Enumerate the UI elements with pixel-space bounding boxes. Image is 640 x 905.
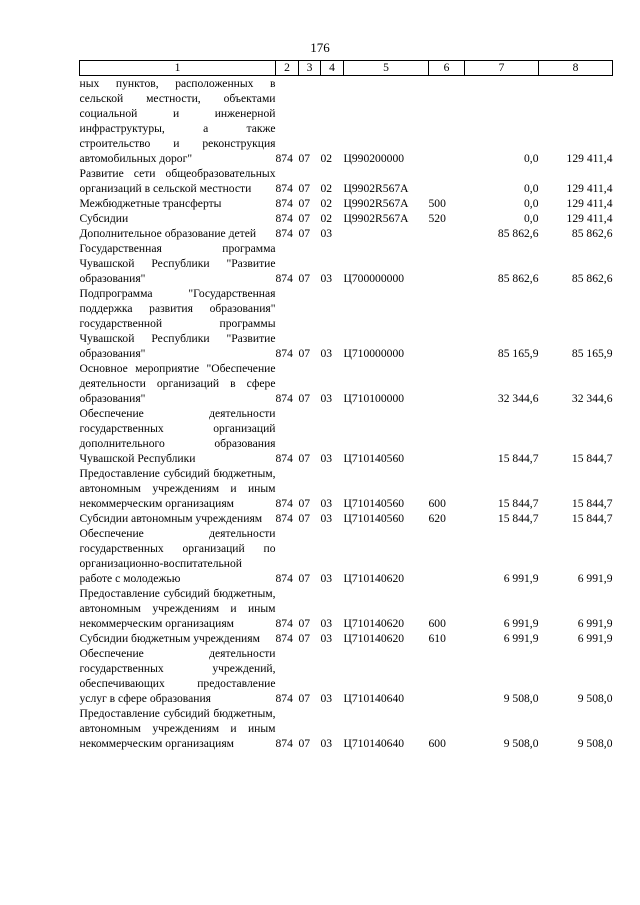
expense-type-code: 500 <box>428 197 446 210</box>
target-article-code: Ц710140560 <box>343 497 405 510</box>
subsection-code: 03 <box>320 692 333 705</box>
amount-col8: 15 844,7 <box>571 512 613 525</box>
amount-col8: 6 991,9 <box>577 617 613 630</box>
budget-table <box>79 60 613 751</box>
subsection-code: 03 <box>320 572 333 585</box>
admin-code: 874 <box>275 617 293 630</box>
amount-col7: 15 844,7 <box>497 512 539 525</box>
amount-col7: 85 165,9 <box>497 347 539 360</box>
subsection-code: 03 <box>320 737 333 750</box>
section-code: 07 <box>298 692 311 705</box>
section-code: 07 <box>298 182 311 195</box>
admin-code: 874 <box>275 197 293 210</box>
subsection-code: 03 <box>320 632 333 645</box>
amount-col8: 32 344,6 <box>571 392 613 405</box>
section-code: 07 <box>298 452 311 465</box>
amount-col7: 6 991,9 <box>503 572 539 585</box>
amount-col8: 6 991,9 <box>577 572 613 585</box>
amount-col8: 15 844,7 <box>571 452 613 465</box>
row-description: Развитие сети общеобразовательных организаций в сельской местности <box>79 167 276 195</box>
expense-type-code: 600 <box>428 737 446 750</box>
row-description: Межбюджетные трансферты <box>79 197 222 210</box>
table-row <box>80 76 613 167</box>
table-row <box>80 361 613 406</box>
subsection-code: 03 <box>320 272 333 285</box>
section-code: 07 <box>298 572 311 585</box>
table-row <box>80 226 613 241</box>
admin-code: 874 <box>275 227 293 240</box>
row-description: Субсидии <box>79 212 129 225</box>
target-article-code: Ц710100000 <box>343 392 405 405</box>
table-row <box>80 211 613 226</box>
expense-type-code <box>429 166 465 196</box>
section-code: 07 <box>298 497 311 510</box>
table-row <box>80 286 613 361</box>
column-header: 5 <box>344 61 429 76</box>
subsection-code: 03 <box>320 512 333 525</box>
admin-code: 874 <box>275 392 293 405</box>
section-code: 07 <box>298 617 311 630</box>
table-row <box>80 511 613 526</box>
target-article-code <box>344 226 429 241</box>
amount-col8: 129 411,4 <box>566 212 613 225</box>
table-row <box>80 586 613 631</box>
expense-type-code <box>429 646 465 706</box>
admin-code: 874 <box>275 497 293 510</box>
amount-col8: 15 844,7 <box>571 497 613 510</box>
admin-code: 874 <box>275 347 293 360</box>
amount-col8: 85 862,6 <box>571 227 613 240</box>
expense-type-code: 600 <box>428 497 446 510</box>
row-description: Дополнительное образование детей <box>79 227 257 240</box>
row-description: Основное мероприятие "Обеспечение деятельности организаций в сфере образования" <box>79 362 276 405</box>
section-code: 07 <box>298 152 311 165</box>
section-code: 07 <box>298 212 311 225</box>
expense-type-code <box>429 286 465 361</box>
admin-code: 874 <box>275 182 293 195</box>
row-description: Обеспечение деятельности государственных организаций дополнительного образования Чувашской Республики <box>79 407 276 465</box>
column-header: 4 <box>321 61 344 76</box>
expense-type-code <box>429 406 465 466</box>
admin-code: 874 <box>275 632 293 645</box>
amount-col7: 9 508,0 <box>503 737 539 750</box>
table-row <box>80 631 613 646</box>
amount-col8: 9 508,0 <box>577 737 613 750</box>
table-row <box>80 241 613 286</box>
subsection-code: 03 <box>320 347 333 360</box>
row-description: ных пунктов, расположенных в сельской местности, объектами социальной и инженерной инфраструктуры, а также строительство и реконструкция автомобильных дорог" <box>79 77 276 165</box>
page-number: 176 <box>310 40 330 55</box>
target-article-code: Ц9902R567A <box>343 212 409 225</box>
table-row <box>80 646 613 706</box>
expense-type-code: 520 <box>428 212 446 225</box>
expense-type-code <box>429 241 465 286</box>
amount-col7: 0,0 <box>524 212 539 225</box>
subsection-code: 02 <box>320 152 333 165</box>
table-row <box>80 166 613 196</box>
subsection-code: 03 <box>320 497 333 510</box>
amount-col7: 32 344,6 <box>497 392 539 405</box>
subsection-code: 02 <box>320 212 333 225</box>
target-article-code: Ц710140640 <box>343 737 405 750</box>
admin-code: 874 <box>275 692 293 705</box>
admin-code: 874 <box>275 272 293 285</box>
section-code: 07 <box>298 272 311 285</box>
target-article-code: Ц990200000 <box>343 152 405 165</box>
column-header: 6 <box>429 61 465 76</box>
target-article-code: Ц710140620 <box>343 617 405 630</box>
row-description: Обеспечение деятельности государственных учреждений, обеспечивающих предоставление услуг в сфере образования <box>79 647 276 705</box>
column-header: 7 <box>465 61 539 76</box>
amount-col7: 85 862,6 <box>497 272 539 285</box>
subsection-code: 02 <box>320 182 333 195</box>
row-description: Предоставление субсидий бюджетным, автономным учреждениям и иным некоммерческим организациям <box>79 467 276 510</box>
subsection-code: 03 <box>320 452 333 465</box>
section-code: 07 <box>298 227 311 240</box>
amount-col8: 9 508,0 <box>577 692 613 705</box>
table-body <box>80 76 613 752</box>
column-header: 3 <box>299 61 321 76</box>
target-article-code: Ц700000000 <box>343 272 405 285</box>
expense-type-code: 610 <box>428 632 446 645</box>
amount-col8: 129 411,4 <box>566 152 613 165</box>
expense-type-code <box>429 226 465 241</box>
amount-col7: 85 862,6 <box>497 227 539 240</box>
target-article-code: Ц710140560 <box>343 452 405 465</box>
row-description: Субсидии бюджетным учреждениям <box>79 632 260 645</box>
row-description: Предоставление субсидий бюджетным, автономным учреждениям и иным некоммерческим организациям <box>79 587 276 630</box>
row-description: Обеспечение деятельности государственных организаций по организационно-воспитательной работе с молодежью <box>79 527 276 585</box>
admin-code: 874 <box>275 152 293 165</box>
admin-code: 874 <box>275 212 293 225</box>
subsection-code: 03 <box>320 617 333 630</box>
target-article-code: Ц710140640 <box>343 692 405 705</box>
table-row <box>80 406 613 466</box>
section-code: 07 <box>298 392 311 405</box>
section-code: 07 <box>298 632 311 645</box>
admin-code: 874 <box>275 572 293 585</box>
amount-col7: 6 991,9 <box>503 617 539 630</box>
amount-col8: 129 411,4 <box>566 182 613 195</box>
amount-col7: 0,0 <box>524 197 539 210</box>
target-article-code: Ц9902R567A <box>343 182 409 195</box>
admin-code: 874 <box>275 737 293 750</box>
section-code: 07 <box>298 737 311 750</box>
section-code: 07 <box>298 347 311 360</box>
table-row <box>80 706 613 751</box>
expense-type-code: 600 <box>428 617 446 630</box>
amount-col7: 9 508,0 <box>503 692 539 705</box>
amount-col8: 85 862,6 <box>571 272 613 285</box>
amount-col7: 0,0 <box>524 182 539 195</box>
section-code: 07 <box>298 197 311 210</box>
subsection-code: 03 <box>320 227 333 240</box>
target-article-code: Ц9902R567A <box>343 197 409 210</box>
row-description: Государственная программа Чувашской Республики "Развитие образования" <box>79 242 276 285</box>
amount-col8: 6 991,9 <box>577 632 613 645</box>
amount-col7: 15 844,7 <box>497 452 539 465</box>
table-row <box>80 466 613 511</box>
target-article-code: Ц710000000 <box>343 347 405 360</box>
amount-col8: 129 411,4 <box>566 197 613 210</box>
table-row <box>80 196 613 211</box>
expense-type-code <box>429 76 465 167</box>
row-description: Подпрограмма "Государственная поддержка развития образования" государственной программы Чувашской Республики "Развитие образования" <box>79 287 276 360</box>
subsection-code: 02 <box>320 197 333 210</box>
amount-col7: 0,0 <box>524 152 539 165</box>
column-header: 2 <box>276 61 299 76</box>
section-code: 07 <box>298 512 311 525</box>
column-header: 1 <box>80 61 276 76</box>
target-article-code: Ц710140620 <box>343 572 405 585</box>
column-header: 8 <box>539 61 613 76</box>
amount-col7: 15 844,7 <box>497 497 539 510</box>
target-article-code: Ц710140560 <box>343 512 405 525</box>
admin-code: 874 <box>275 452 293 465</box>
row-description: Субсидии автономным учреждениям <box>79 512 263 525</box>
table-header-row <box>80 61 613 76</box>
subsection-code: 03 <box>320 392 333 405</box>
expense-type-code <box>429 361 465 406</box>
target-article-code: Ц710140620 <box>343 632 405 645</box>
expense-type-code <box>429 526 465 586</box>
amount-col7: 6 991,9 <box>503 632 539 645</box>
expense-type-code: 620 <box>428 512 446 525</box>
table-row <box>80 526 613 586</box>
row-description: Предоставление субсидий бюджетным, автономным учреждениям и иным некоммерческим организациям <box>79 707 276 750</box>
admin-code: 874 <box>275 512 293 525</box>
amount-col8: 85 165,9 <box>571 347 613 360</box>
